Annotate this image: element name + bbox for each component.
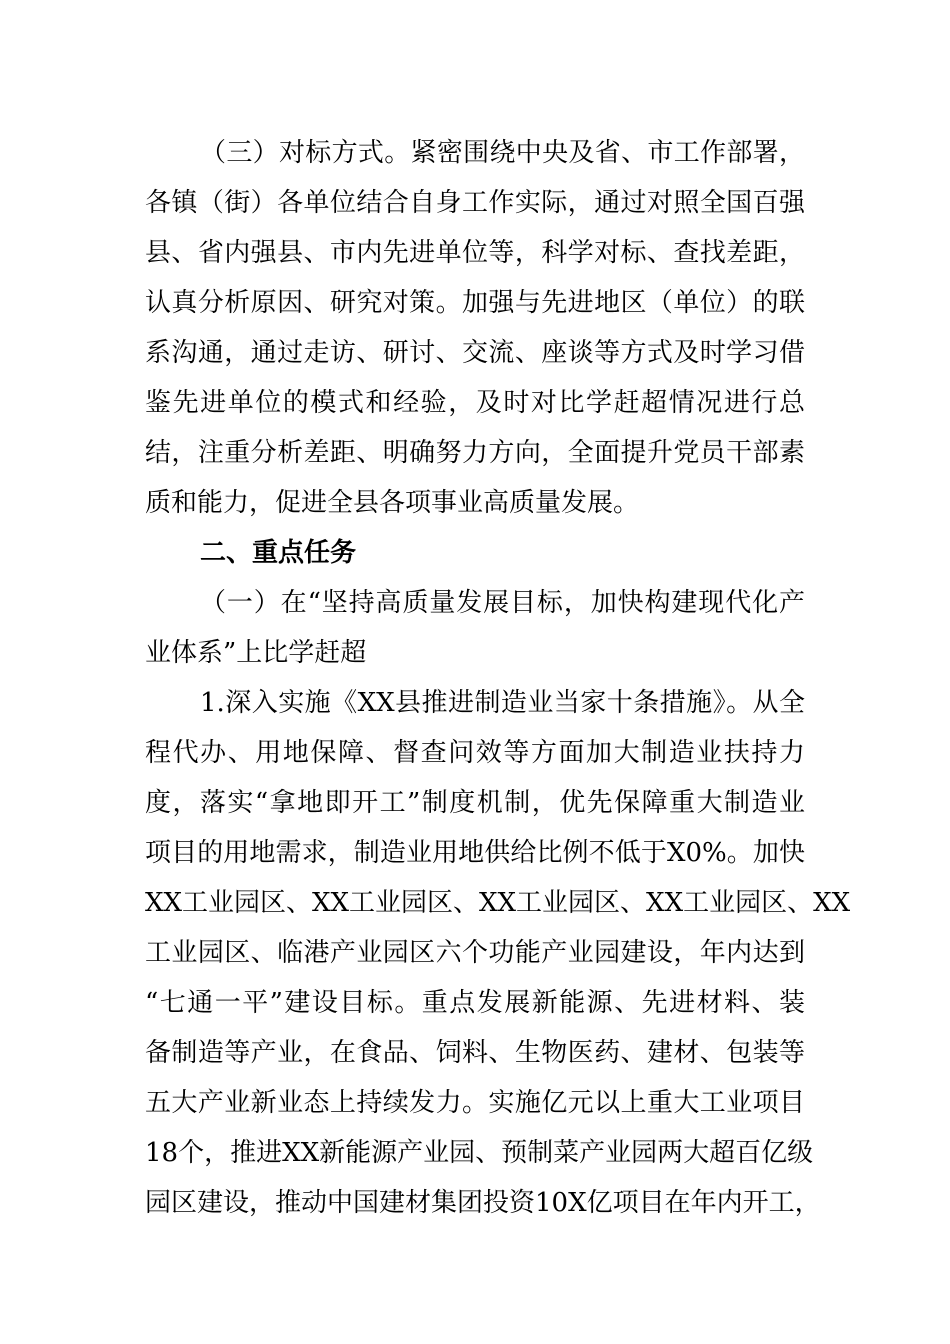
paragraph-three-line-4: 认真分析原因、研究对策。加强与先进地区（单位）的联 <box>145 288 805 318</box>
item-one-line-1: 1.深入实施《XX县推进制造业当家十条措施》。从全 <box>200 688 805 718</box>
subsection-heading-line-2: 业体系”上比学赶超 <box>145 638 367 668</box>
item-one-line-5: XX工业园区、XX工业园区、XX工业园区、XX工业园区、XX <box>145 888 851 918</box>
paragraph-three-line-2: 各镇（街）各单位结合自身工作实际，通过对照全国百强 <box>145 188 805 218</box>
item-one-line-8: 备制造等产业，在食品、饲料、生物医药、建材、包装等 <box>145 1038 805 1068</box>
paragraph-three-line-6: 鉴先进单位的模式和经验，及时对比学赶超情况进行总 <box>145 388 805 418</box>
paragraph-three-line-3: 县、省内强县、市内先进单位等，科学对标、查找差距， <box>145 238 805 268</box>
item-one-line-4: 项目的用地需求，制造业用地供给比例不低于X0%。加快 <box>145 838 805 868</box>
item-one-line-11: 园区建设，推动中国建材集团投资10X亿项目在年内开工， <box>145 1188 821 1218</box>
subsection-heading-line-1: （一）在“坚持高质量发展目标，加快构建现代化产 <box>200 588 805 618</box>
paragraph-three-line-5: 系沟通，通过走访、研讨、交流、座谈等方式及时学习借 <box>145 338 805 368</box>
paragraph-three-line-1: （三）对标方式。紧密围绕中央及省、市工作部署， <box>200 138 805 168</box>
section-heading: 二、重点任务 <box>200 538 357 568</box>
item-one-line-3: 度，落实“拿地即开工”制度机制，优先保障重大制造业 <box>145 788 805 818</box>
item-one-line-2: 程代办、用地保障、督查问效等方面加大制造业扶持力 <box>145 738 805 768</box>
item-one-line-7: “七通一平”建设目标。重点发展新能源、先进材料、装 <box>145 988 805 1018</box>
paragraph-three-line-8: 质和能力，促进全县各项事业高质量发展。 <box>145 488 640 518</box>
item-one-line-9: 五大产业新业态上持续发力。实施亿元以上重大工业项目 <box>145 1088 805 1118</box>
item-one-line-6: 工业园区、临港产业园区六个功能产业园建设，年内达到 <box>145 938 805 968</box>
paragraph-three-line-7: 结，注重分析差距、明确努力方向，全面提升党员干部素 <box>145 438 805 468</box>
item-one-line-10: 18个，推进XX新能源产业园、预制菜产业园两大超百亿级 <box>145 1138 814 1168</box>
